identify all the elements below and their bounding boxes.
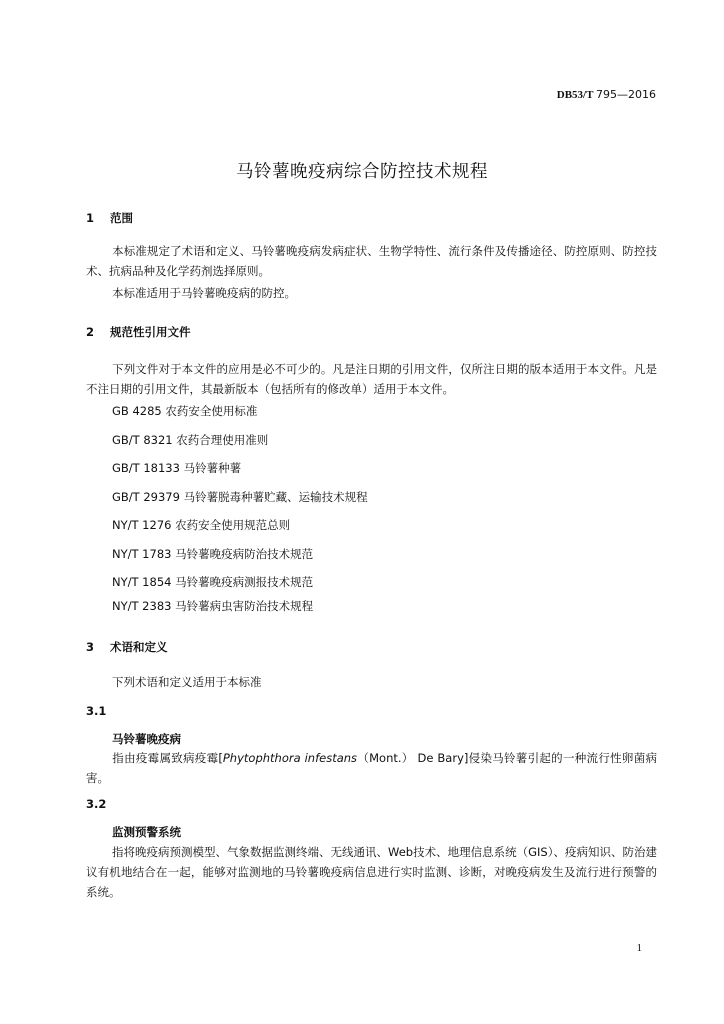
reference-item bbox=[112, 489, 368, 505]
section-number: 2 bbox=[86, 325, 95, 339]
standard-code bbox=[557, 88, 656, 101]
scope-applicability-paragraph bbox=[86, 283, 657, 303]
reference-code: NY/T 1276 bbox=[112, 518, 172, 532]
scope-applicability-text: 本标准适用于马铃薯晚疫病的防控。 bbox=[112, 286, 296, 300]
scientific-name: Phytophthora infestans bbox=[222, 751, 358, 765]
references-intro-paragraph bbox=[86, 359, 657, 399]
reference-code: GB 4285 bbox=[112, 404, 162, 418]
section-heading-scope bbox=[86, 210, 133, 226]
reference-code: GB/T 18133 bbox=[112, 461, 180, 475]
reference-code: NY/T 1783 bbox=[112, 547, 172, 561]
term-definition-text-cont: （Mont.） De Bary]侵染马铃薯引起的一种流行性卵菌病害。 bbox=[86, 751, 657, 785]
standard-number: 795—2016 bbox=[596, 88, 656, 101]
term-definition-text: 指由疫霉属致病疫霉[ bbox=[112, 751, 223, 765]
reference-item bbox=[112, 432, 268, 448]
section-number: 1 bbox=[86, 211, 95, 225]
reference-name: 农药安全使用规范总则 bbox=[175, 518, 291, 532]
reference-item bbox=[112, 517, 290, 533]
reference-item bbox=[112, 546, 313, 562]
reference-code: GB/T 29379 bbox=[112, 490, 180, 504]
section-heading-normative-references bbox=[86, 324, 191, 340]
term-number: 3.2 bbox=[86, 797, 107, 811]
reference-item bbox=[112, 598, 313, 614]
term-definition bbox=[86, 748, 657, 788]
section-number: 3 bbox=[86, 640, 95, 654]
reference-name: 农药合理使用准则 bbox=[176, 433, 269, 447]
terms-intro: 下列术语和定义适用于本标准 bbox=[112, 675, 262, 689]
reference-code: NY/T 2383 bbox=[112, 599, 172, 613]
section-title: 术语和定义 bbox=[110, 640, 168, 654]
reference-name: 马铃薯晚疫病测报技术规范 bbox=[175, 575, 314, 589]
reference-name: 马铃薯病虫害防治技术规程 bbox=[175, 599, 314, 613]
section-title: 范围 bbox=[110, 211, 134, 225]
section-heading-terms bbox=[86, 639, 168, 655]
reference-item bbox=[112, 403, 257, 419]
document-title: 马铃薯晚疫病综合防控技术规程 bbox=[236, 162, 488, 182]
term-definition-text: 指将晚疫病预测模型、气象数据监测终端、无线通讯、Web技术、地理信息系统（GIS）、疫病知识、防治建议有机地结合在一起，能够对监测地的马铃薯晚疫病信息进行实时监测、诊断，对晚疫病发生及流行进行预警的系统。 bbox=[86, 845, 657, 899]
section-title: 规范性引用文件 bbox=[110, 325, 191, 339]
reference-name: 马铃薯晚疫病防治技术规范 bbox=[175, 547, 314, 561]
reference-code: NY/T 1854 bbox=[112, 575, 172, 589]
reference-item bbox=[112, 460, 241, 476]
page-number: 1 bbox=[636, 942, 642, 954]
term-definition bbox=[86, 842, 657, 902]
term-name: 马铃薯晚疫病 bbox=[112, 732, 181, 746]
reference-name: 马铃薯种薯 bbox=[183, 461, 242, 475]
term-name: 监测预警系统 bbox=[112, 825, 181, 839]
reference-name: 马铃薯脱毒种薯贮藏、运输技术规程 bbox=[183, 490, 368, 504]
reference-name: 农药安全使用标准 bbox=[165, 404, 258, 418]
scope-paragraph bbox=[86, 241, 657, 281]
scope-text: 本标准规定了术语和定义、马铃薯晚疫病发病症状、生物学特性、流行条件及传播途径、防控原则、防控技术、抗病品种及化学药剂选择原则。 bbox=[86, 244, 657, 278]
reference-item bbox=[112, 574, 313, 590]
references-intro-text: 下列文件对于本文件的应用是必不可少的。凡是注日期的引用文件，仅所注日期的版本适用于本文件。凡是不注日期的引用文件，其最新版本（包括所有的修改单）适用于本文件。 bbox=[86, 362, 657, 396]
reference-code: GB/T 8321 bbox=[112, 433, 173, 447]
standard-prefix: DB53/T bbox=[556, 89, 594, 101]
term-number: 3.1 bbox=[86, 704, 107, 718]
